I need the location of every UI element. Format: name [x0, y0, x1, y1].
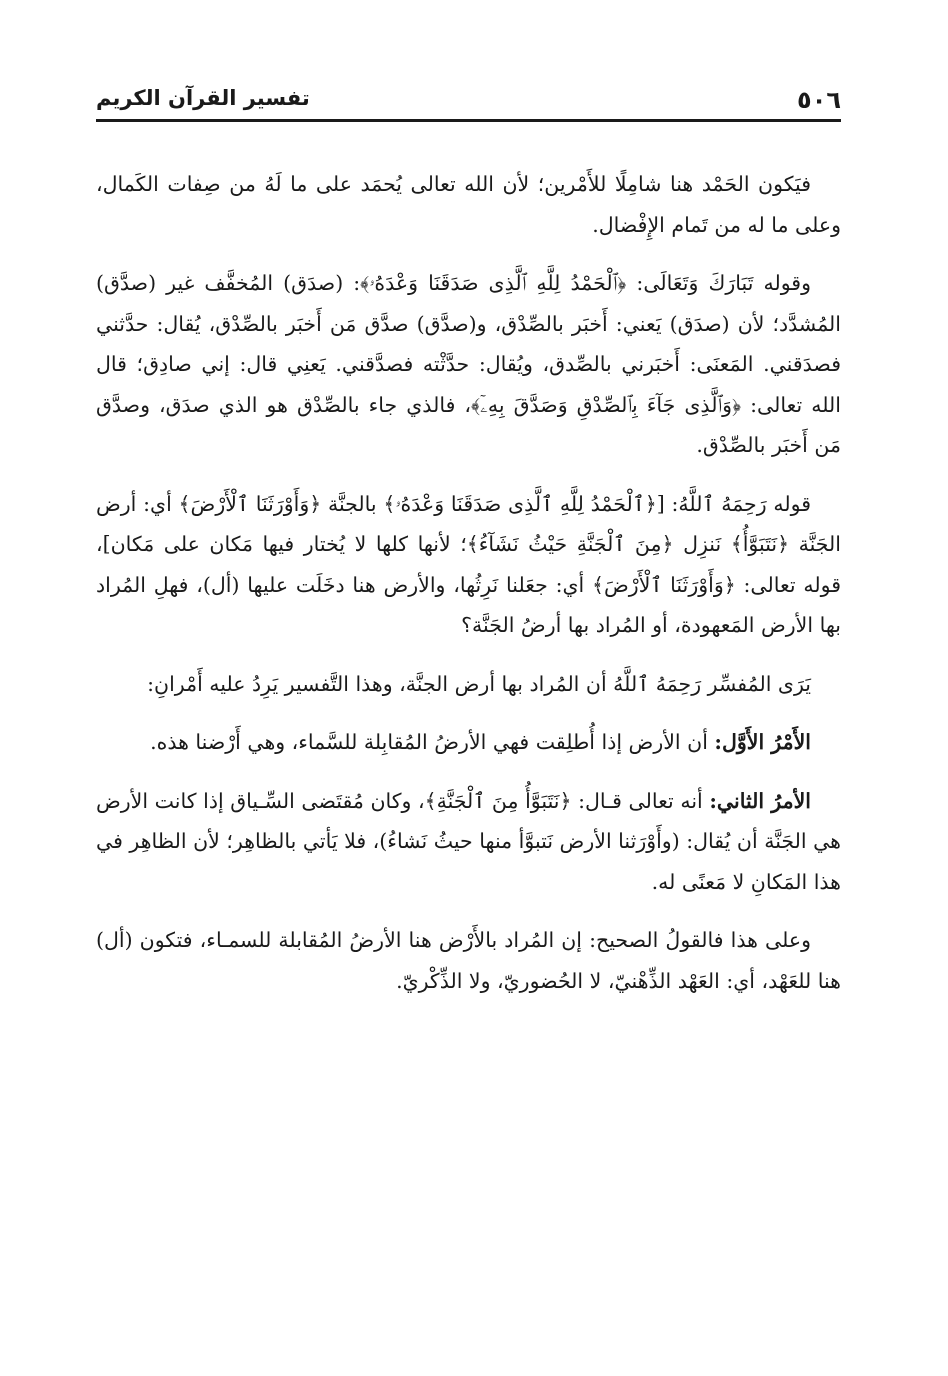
paragraph-3-text: قوله رَحِمَهُ ٱللَّهُ: [﴿ٱلْحَمْدُ لِلَّهِ ٱلَّذِى صَدَقَنَا وَعْدَهُۥ﴾ بالجنَّة ﴿وَأَوْرَثَنَا ٱلْأَرْضَ﴾ أي: أرض الجَنَّة ﴿نَتَبَوَّأُ﴾ نَنزِل ﴿مِنَ ٱلْجَنَّةِ حَيْثُ نَشَآءُ﴾؛ لأنها كلها لا يُختار فيها مَكان على مَكان]، قوله تعالى: ﴿وَأَوْرَثَنَا ٱلْأَرْضَ﴾ أي: جعَلنا نَرِثُها، والأرض هنا دخَلَت عليها (أل)، فهلِ المُراد بها الأرض المَعهودة، أو المُراد بها أرضُ الجَنَّة؟: [96, 491, 841, 637]
paragraph-4-text: يَرَى المُفسِّر رَحِمَهُ ٱللَّهُ أن المُراد بها أرض الجنَّة، وهذا التَّفسير يَرِدُ عليه أَمْرانِ:: [147, 671, 811, 696]
paragraph-6: [96, 781, 841, 903]
page-body: [96, 164, 841, 1019]
paragraph-4: [96, 664, 841, 705]
paragraph-3: [96, 484, 841, 646]
paragraph-2-text: وقوله تَبَارَكَ وَتَعَالَى: ﴿ٱلْحَمْدُ لِلَّهِ ٱلَّذِى صَدَقَنَا وَعْدَهُۥ﴾: (صدَق) المُخفَّف غير (صدَّق) المُشدَّد؛ لأن (صدَق) يَعني: أَخبَر بالصِّدْق، و(صدَّق) صدَّق مَن أَخبَر بالصِّدْق، يُقال: حدَّثني فصدَقني. المَعنَى: أَخبَرني بالصِّدق، ويُقال: حدَّثْته فصدَّقني. يَعنِي قال: إني صادِق؛ قال الله تعالى: ﴿وَٱلَّذِى جَآءَ بِٱلصِّدْقِ وَصَدَّقَ بِهِۦٓ﴾، فالذي جاء بالصِّدْق هو الذي صدَق، وصدَّق مَن أَخبَر بالصِّدْق.: [96, 271, 841, 457]
paragraph-5-text: أن الأرض إذا أُطلِقت فهي الأرضُ المُقابِلة للسَّماء، وهي أَرْضنا هذه.: [150, 730, 715, 754]
first-matter-heading: الأَمْرُ الأَوَّل:: [714, 730, 811, 754]
book-title: تفسير القرآن الكريم: [96, 86, 310, 110]
paragraph-2: [96, 263, 841, 466]
second-matter-heading: الأمرُ الثاني:: [709, 788, 811, 813]
page-number: ٥٠٦: [797, 86, 841, 114]
paragraph-1: [96, 164, 841, 245]
paragraph-6-text: أنه تعالى قـال: ﴿نَتَبَوَّأُ مِنَ ٱلْجَنَّةِ﴾، وكان مُقتَضى السِّـياق إذا كانت الأرض هي الجَنَّة أن يُقال: (وأَوْرَثنا الأرض نَتبوَّأ منها حيثُ نَشاءُ)، فلا يَأتي بالظاهِر؛ لأن الظاهِر في هذا المَكانِ لا مَعنًى له.: [96, 788, 841, 894]
paragraph-5: [96, 722, 841, 763]
page-header: [96, 82, 841, 122]
paragraph-7-text: وعلى هذا فالقولُ الصحيح: إن المُراد بالأَرْض هنا الأرضُ المُقابلة للسمـاء، فتكون (أل) هنا للعَهْد، أي: العَهْد الذِّهْنيّ، لا الحُضوريّ، ولا الذِّكْريّ.: [96, 928, 841, 993]
paragraph-1-text: فيَكون الحَمْد هنا شامِلًا للأَمْرين؛ لأن الله تعالى يُحمَد على ما لَهُ من صِفات الكَمال، وعلى ما له من تَمام الإِفْضال.: [96, 172, 841, 237]
paragraph-7: [96, 920, 841, 1001]
header-rule: [96, 119, 841, 122]
